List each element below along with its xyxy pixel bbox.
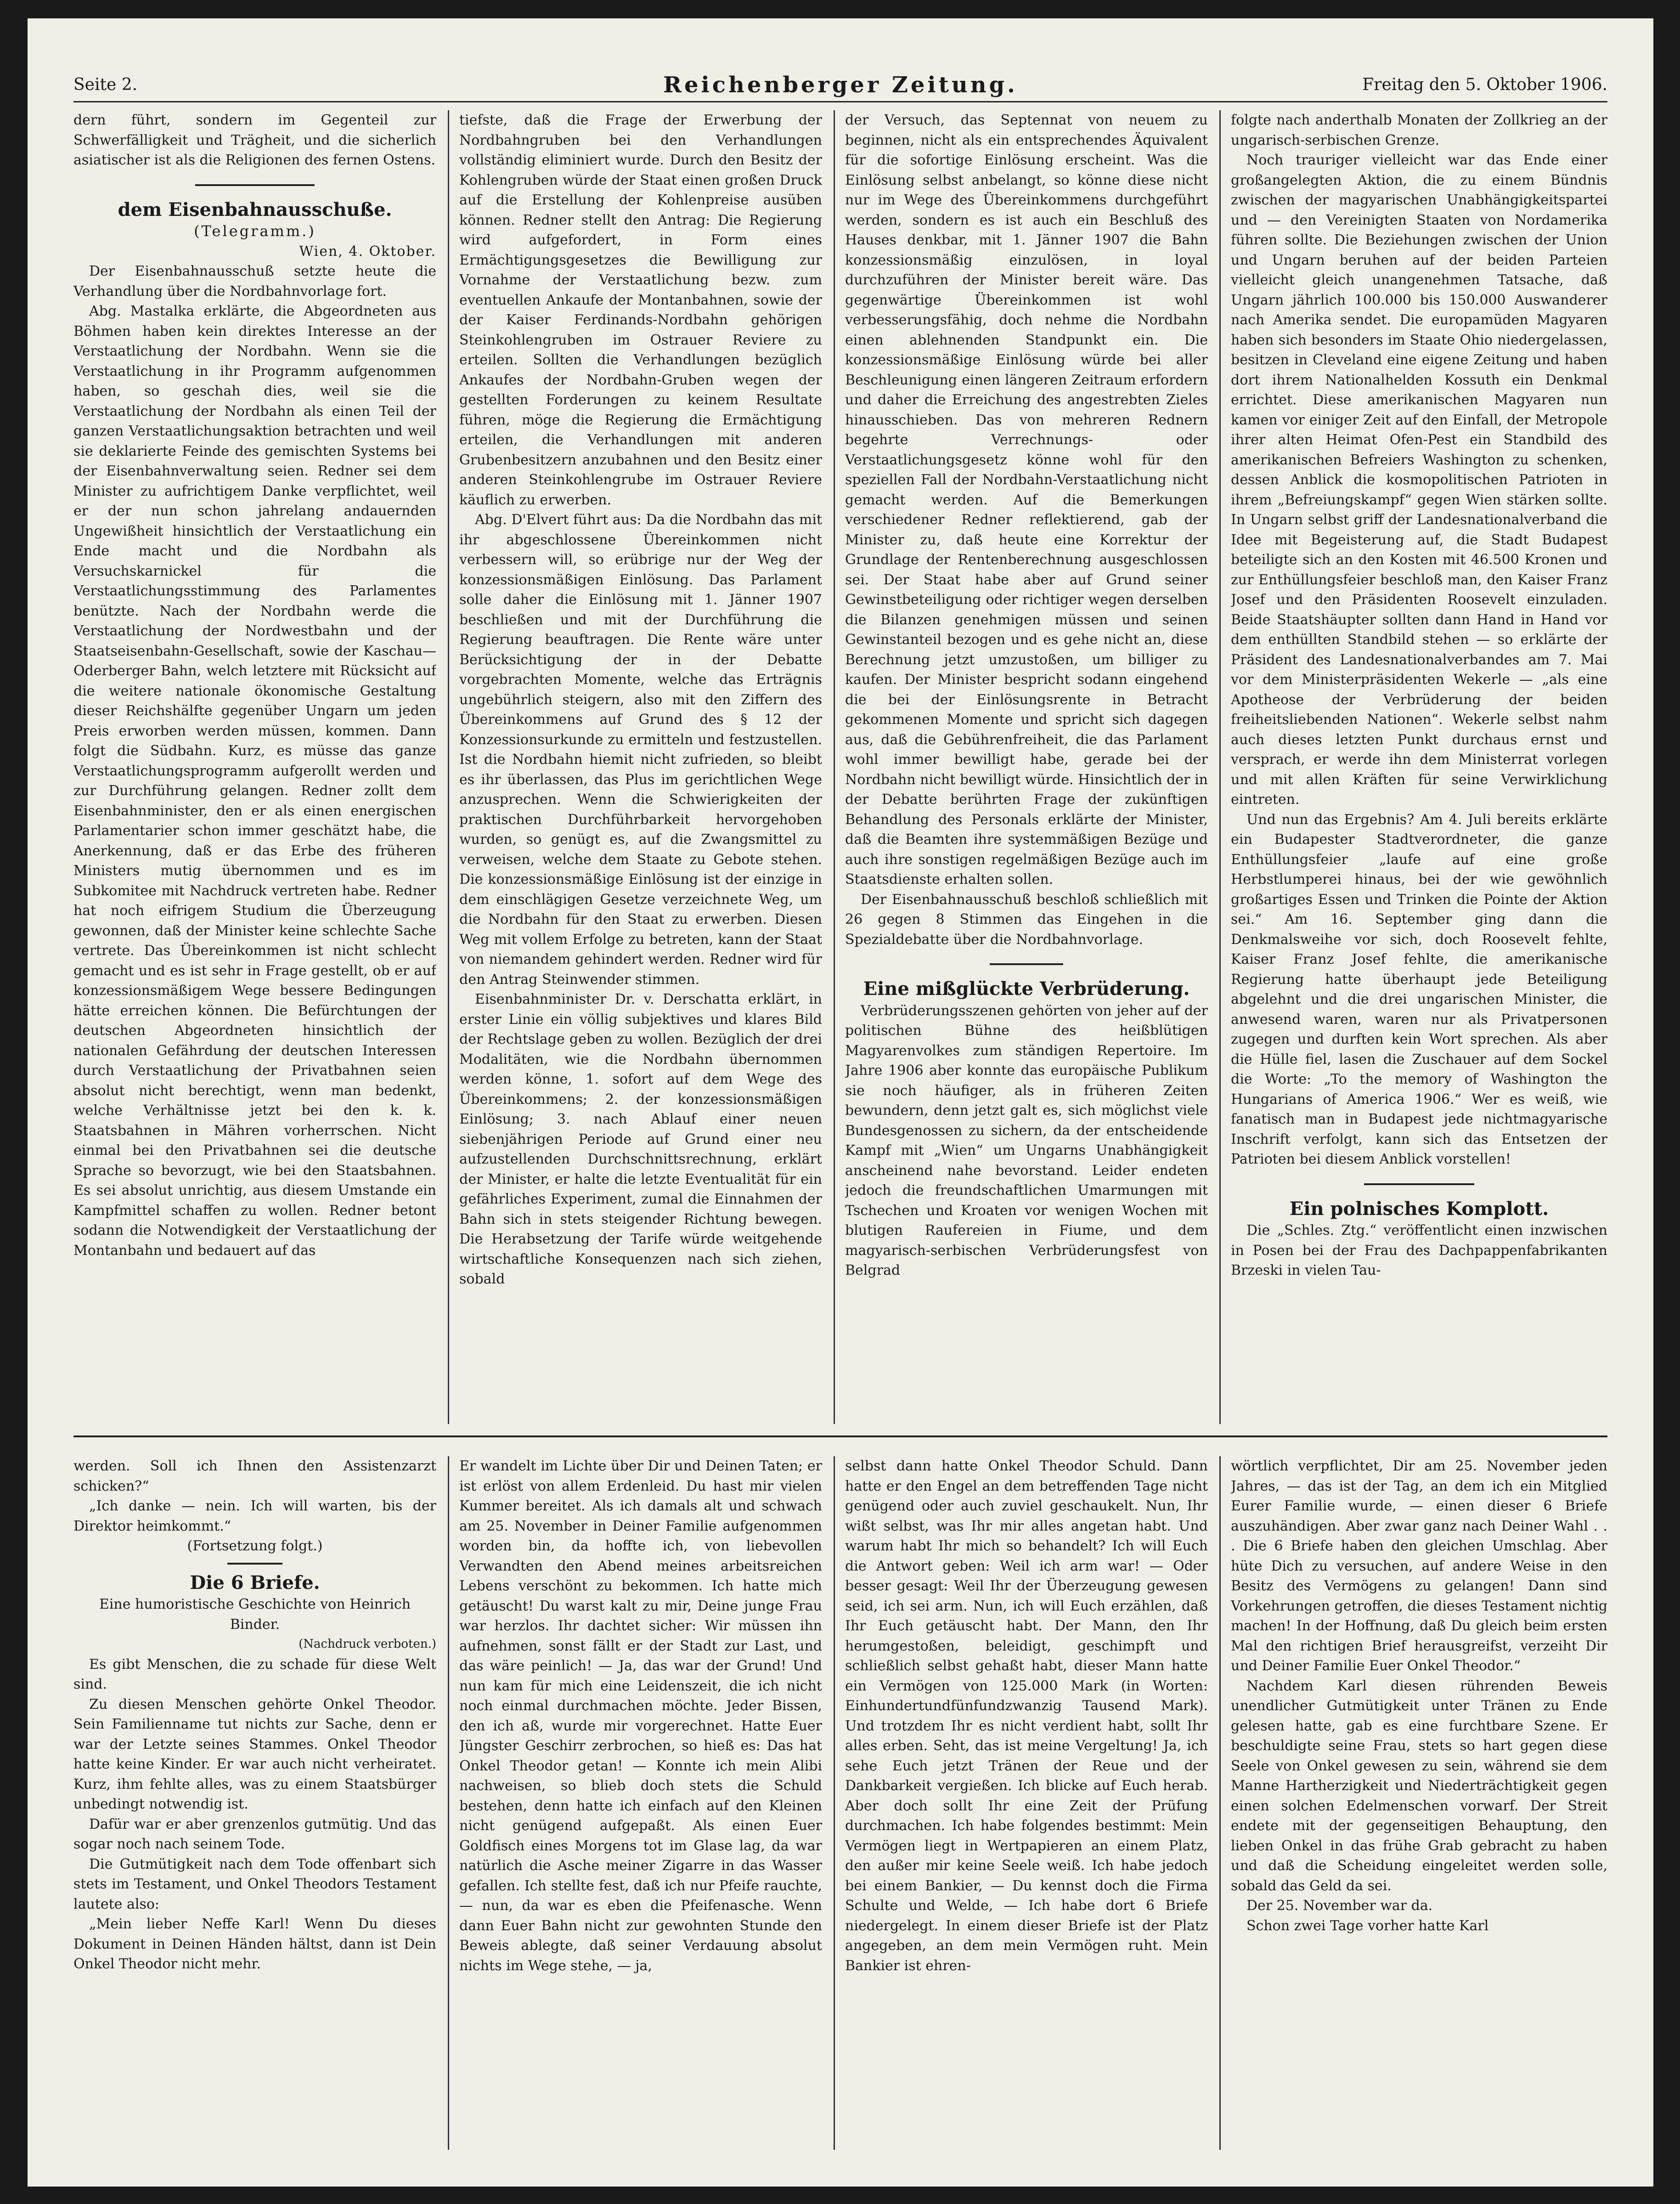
column-rule bbox=[834, 1456, 835, 2150]
paragraph: Der Eisenbahnausschuß setzte heute die Verhandlung über die Nordbahnvorlage fort. bbox=[73, 263, 436, 300]
paragraph: Abg. D'Elvert führt aus: Da die Nordbahn das mit ihr abgeschlossene Übereinkommen nicht verbessern will, so erübrige nur der Weg der konzessionsmäßigen Einlösung. Das Parlament solle daher die Einlösung mit 1. Jänner 1907 beschließen und mit der Durchführung die Regierung beauftragen. Die Rente wäre unter Berücksichtigung der in der Debatte vorgebrachten Momente, welche das Erträgnis ungebührlich steigern, also mit den Ziffern des Übereinkommens auf Grund des § 12 der Konzessionsurkunde zu ermitteln und festzustellen. Ist die Nordbahn hiemit nicht zufrieden, so bleibt es ihr überlassen, das Plus im gerichtlichen Wege anzusprechen. Wenn die Schwierigkeiten der praktischen Durchführbarkeit hervorgehoben wurden, so genügt es, auf die Zwangsmittel zu verweisen, welche dem Staate zu Gebote stehen. Die konzessionsmäßige Einlösung ist der einzige in dem einschlägigen Gesetze verzeichnete Weg, um die Nordbahn für den Staat zu erwerben. Diesen Weg mit vollem Erfolge zu betreten, kann der Staat von niemandem gehindert werden. Redner wird für den Antrag Steinwender stimmen. bbox=[459, 512, 822, 988]
paragraph: Eisenbahnminister Dr. v. Derschatta erklärt, in erster Linie ein völlig subjektives und klares Bild der Rechtslage geben zu wollen. Bezüglich der drei Modalitäten, wie die Nordbahn übernommen werden könne, 1. sofort auf dem Wege des Übereinkommens; 2. der konzessionsmäßigen Einlösung; 3. nach Ablauf einer neuen siebenjährigen Periode auf Grund einer neu aufzustellenden Durchschnittsrechnung, erklärt der Minister, er halte die letzte Eventualität für ein gefährliches Experiment, zumal die Einnahmen der Bahn sich in stets steigender Richtung bewegen. Die Herabsetzung der Tarife würde weitgehende wirtschaftliche Konsequenzen nach sich ziehen, sobald bbox=[459, 991, 822, 1287]
column-bottom-2 bbox=[459, 1456, 822, 2150]
paragraph: folgte nach anderthalb Monaten der Zollkrieg an der ungarisch-serbischen Grenze. bbox=[1231, 112, 1607, 148]
article-heading: Eine mißglückte Verbrüderung. bbox=[863, 978, 1190, 1000]
divider bbox=[990, 963, 1063, 965]
paragraph: Der Eisenbahnausschuß beschloß schließlich mit 26 gegen 8 Stimmen das Eingehen in die Spezialdebatte über die Nordbahnvorlage. bbox=[845, 891, 1208, 948]
page-number: Seite 2. bbox=[73, 75, 138, 94]
divider bbox=[195, 184, 315, 186]
paragraph: Schon zwei Tage vorher hatte Karl bbox=[1246, 1917, 1489, 1934]
column-rule bbox=[448, 110, 449, 1424]
paragraph: „Ich danke — nein. Ich will warten, bis der Direktor heimkommt.“ bbox=[73, 1498, 436, 1534]
divider bbox=[227, 1563, 282, 1565]
paragraph: „Mein lieber Neffe Karl! Wenn Du dieses Dokument in Deinen Händen hältst, dann ist Dein Onkel Theodor nicht mehr. bbox=[73, 1916, 436, 1972]
paragraph: der Versuch, das Septennat von neuem zu beginnen, nicht als ein entsprechendes Äquivalent für die sofortige Einlösung erscheint. Was die Einlösung selbst anbelangt, so könne diese nicht nur im Wege des Übereinkommens durchgeführt werden, sondern es ist auch ein Beschluß des Hauses denkbar, mit 1. Jänner 1907 die Bahn konzessionsmäßig einzulösen, in loyal durchzuführen der Minister bereit wäre. Das gegenwärtige Übereinkommen ist wohl verbesserungsfähig, doch nehme die Nordbahn einen ablehnenden Standpunkt ein. Die konzessionsmäßige Einlösung würde bei aller Beschleunigung einen längeren Zeitraum erfordern und daher die Erreichung des angestrebten Zieles hinausschieben. Das von mehreren Rednern begehrte Verrechnungs- oder Verstaatlichungsgesetz könne wohl für den speziellen Fall der Nordbahn-Verstaatlichung nicht gemacht werden. Auf die Bemerkungen verschiedener Redner reflektierend, gab der Minister zu, daß heute eine Korrektur der Grundlage der Rentenberechnung ausgeschlossen sei. Der Staat habe aber auf Grund seiner Gewinstbeteiligung oder richtiger wegen derselben die Bilanzen genehmigen müssen und seinen Gewinstanteil bezogen und es gehe nicht an, diese Berechnung jetzt umzustoßen, um billiger zu kaufen. Der Minister bespricht sodann eingehend die bei der Einlösungsrente in Betracht gekommenen Momente und spricht sich dagegen aus, daß die Gebührenfreiheit, die das Parlament wohl immer bewilligt habe, gerade bei der Nordbahn nicht bewilligt würde. Hinsichtlich der in der Debatte berührten Frage der zukünftigen Behandlung des Personals erklärte der Minister, daß die Beamten ihre systemmäßigen Bezüge und auch ihre sonstigen regelmäßigen Bezüge auch im Staatsdienste erhalten sollen. bbox=[845, 112, 1208, 887]
newspaper-title: Reichenberger Zeitung. bbox=[663, 72, 1018, 98]
column-rule bbox=[834, 110, 835, 1424]
paragraph: Dafür war er aber grenzenlos gutmütig. Und das sogar noch nach seinem Tode. bbox=[73, 1816, 436, 1852]
paragraph: Es gibt Menschen, die zu schade für diese Welt sind. bbox=[73, 1656, 436, 1692]
continuation-note: (Fortsetzung folgt.) bbox=[187, 1538, 323, 1554]
paragraph: selbst dann hatte Onkel Theodor Schuld. Dann hatte er den Engel an dem betreffenden Tage nicht genügend oder auch zuviel geschaukelt. Nun, Ihr wißt selbst, was Ihr mir alles angetan habt. Und warum habt Ihr mich so behandelt? Ich will Euch die Antwort geben: Weil ich arm war! — Oder besser gesagt: Weil Ihr der Überzeugung gewesen seid, ich sei arm. Nun, ich will Euch erzählen, daß Ihr Euch getäuscht habt. Der Mann, den Ihr herumgestoßen, beleidigt, geschimpft und schließlich selbst gehaßt habt, dieser Mann hatte ein Vermögen von 125.000 Mark (in Worten: Einhundertundfünfundzwanzig Tausend Mark). Und trotzdem Ihr es nicht verdient habt, sollt Ihr alles erben. Seht, das ist meine Vergeltung! Ja, ich sehe Euch jetzt Tränen der Reue und der Dankbarkeit vergießen. Ich blicke auf Euch herab. Aber doch sollt Ihr eine Zeit der Prüfung durchmachen. Ich habe folgendes bestimmt: Mein Vermögen liegt in Wertpapieren an einem Platz, den außer mir keine Seele weiß. Ich habe jedoch bei einem Bankier, — Du kennst doch die Firma Schulte und Welde, — Ich habe dort 6 Briefe niedergelegt. In einem dieser Briefe ist der Platz angegeben, an dem mein Vermögen ruht. Mein Bankier ist ehren- bbox=[845, 1458, 1208, 1974]
column-rule bbox=[448, 1456, 449, 2150]
paragraph: Nachdem Karl diesen rührenden Beweis unendlicher Gutmütigkeit unter Tränen zu Ende gelesen hatte, gab es eine furchtbare Szene. Er beschuldigte seine Frau, stets so hart gegen diese Seele von Onkel gewesen zu sein, während sie dem Manne Hartherzigkeit und Niederträchtigkeit gegen einen solchen Edelmenschen vorwarf. Der Streit endete mit der gegenseitigen Behauptung, den lieben Onkel in das frühe Grab gebracht zu haben und daß die Scheidung eingeleitet werden solle, sobald das Geld da sei. bbox=[1231, 1678, 1607, 1894]
article-heading: Ein polnisches Komplott. bbox=[1289, 1198, 1549, 1220]
paragraph: Und nun das Ergebnis? Am 4. Juli bereits erklärte ein Budapester Stadtverordneter, die ganze Enthüllungsfeier „laufe auf eine große Herbstlumperei hinaus, bei der wie gewöhnlich großartiges Essen und Trinken die Pointe der Aktion sei.“ Am 16. September ging dann die Denkmalsweihe vor sich, doch Roosevelt fehlte, Kaiser Franz Josef fehlte, die amerikanische Regierung hatte überhaupt jede Beteiligung abgelehnt und die drei ungarischen Minister, die anwesend waren, waren nur als Privatpersonen zugegen und durften kein Wort sprechen. Als aber die Hülle fiel, lasen die Zuschauer auf dem Sockel die Worte: „To the memory of Washington the Hungarians of America 1906.“ Wer es weiß, wie fanatisch man in Budapest jede nichtmagyarische Inschrift verfolgt, kann sich das Entsetzen der Patrioten bei diesem Anblick vorstellen! bbox=[1231, 811, 1607, 1167]
issue-date: Freitag den 5. Oktober 1906. bbox=[1362, 75, 1607, 94]
paragraph: tiefste, daß die Frage der Erwerbung der Nordbahngruben bei den Verhandlungen vollständig eliminiert wurde. Durch den Besitz der Kohlengruben würde der Staat einen großen Druck auf die Erstellung der Kohlenpreise ausüben können. Redner stellt den Antrag: Die Regierung wird aufgefordert, in Form eines Ermächtigungsgesetzes die Bewilligung zur Vornahme der Verstaatlichung bezw. zum eventuellen Ankaufe der Montanbahnen, sowie der der Kaiser Ferdinands-Nordbahn gehörigen Steinkohlengruben im Ostrauer Reviere zu erteilen. Sollten die Verhandlungen bezüglich Ankaufes der Nordbahn-Gruben wegen der gestellten Forderungen zu keinem Resultate führen, möge die Regierung die Ermächtigung erteilen, die Verhandlungen mit anderen Grubenbesitzern anzubahnen und den Besitz einer anderen Steinkohlengrube im Ostrauer Reviere käuflich zu erwerben. bbox=[459, 112, 822, 508]
paragraph: Die Gutmütigkeit nach dem Tode offenbart sich stets im Testament, und Onkel Theodors Testament lautete also: bbox=[73, 1856, 436, 1912]
dateline: Wien, 4. Oktober. bbox=[299, 243, 436, 260]
column-bottom-1 bbox=[73, 1456, 436, 2150]
column-bottom-3 bbox=[845, 1456, 1208, 2150]
feuilleton-separator bbox=[73, 1435, 1607, 1437]
article-subheading: (Telegramm.) bbox=[194, 222, 316, 240]
paragraph: Abg. Mastalka erklärte, die Abgeordneten aus Böhmen haben kein direktes Interesse an der Verstaatlichung der Nordbahn. Wenn sie die Verstaatlichung in ihr Programm aufgenommen haben, so geschah dies, weil sie die Verstaatlichung der Nordbahn als einen Teil der ganzen Verstaatlichungsaktion betrachten und weil sie deklarierte Feinde des gemischten Systems bei der Eisenbahnverwaltung seien. Redner sei dem Minister zu aufrichtigem Danke verpflichtet, weil er der nun schon jahrelang andauernden Ungewißheit hinsichtlich der Verstaatlichung ein Ende macht und die Nordbahn als Versuchskarnickel für die Verstaatlichungsstimmung des Parlamentes benützte. Nach der Nordbahn werde die Verstaatlichung der Nordwestbahn und der Staatseisenbahn-Gesellschaft, sowie der Kaschau—Oderberger Bahn, welch letztere mit Rücksicht auf die weitere nationale ökonomische Gestaltung dieser Reichshälfte gegenüber Ungarn um jeden Preis erworben werden müssen, kommen. Dann folgt die Südbahn. Kurz, es müsse das ganze Verstaatlichungsprogramm aufgerollt werden und zur Durchführung gelangen. Redner zollt dem Eisenbahnminister, den er als einen energischen Parlamentarier schon immer geschätzt habe, die Anerkennung, daß er das Erbe des früheren Ministers mutig übernommen und es im Subkomitee mit Nachdruck vertreten habe. Redner hat noch eifrigem Studium die Überzeugung gewonnen, daß der Minister keine schlechte Sache vertrete. Das Übereinkommen ist nicht schlecht gemacht und es ist sehr in Frage gestellt, ob er auf konzessionsmäßigem Wege bessere Bedingungen hätte erreichen können. Die Befürchtungen der deutschen Abgeordneten hinsichtlich der nationalen Gefährdung der deutschen Interessen durch Verstaatlichung der Privatbahnen seien absolut nicht berechtigt, wenn man bedenkt, welche Verhältnisse jetzt bei den k. k. Staatsbahnen in Mähren vorherrschen. Nicht einmal bei den Privatbahnen sei die deutsche Sprache so bevorzugt, wie bei den Staatsbahnen. Es sei absolut unrichtig, aus diesem Umstande ein Kampfmittel schaffen zu wollen. Redner betont sodann die Notwendigkeit der Verstaatlichung der Montanbahn und bedauert auf das bbox=[73, 303, 436, 1259]
paragraph: Noch trauriger vielleicht war das Ende einer großangelegten Aktion, die zu einem Bündnis zwischen der magyarischen Unabhängigkeitspartei und — den Vereinigten Staaten von Nordamerika führen sollte. Die Beziehungen zwischen der Union und Ungarn beruhen auf der beiden Parteien vielleicht gleich unangenehmen Tatsache, daß Ungarn jährlich 100.000 bis 150.000 Auswanderer nach Amerika sendet. Die europamüden Magyaren haben sich besonders im Staate Ohio niedergelassen, besitzen in Cleveland eine eigene Zeitung und haben dort ihrem Nationalhelden Kossuth ein Denkmal errichtet. Diese amerikanischen Magyaren nun kamen vor einiger Zeit auf den Einfall, der Metropole ihrer alten Heimat Ofen-Pest ein Standbild des amerikanischen Befreiers Washington zu schenken, dessen Anblick die kosmopolitischen Patrioten in ihrem „Befreiungskampf“ gegen Wien stärken sollte. In Ungarn selbst griff der Landesnationalverband die Idee mit Begeisterung auf, die Stadt Budapest beteiligte sich an den Kosten mit 46.500 Kronen und zur Enthüllungsfeier beschloß man, den Kaiser Franz Josef und den Präsidenten Roosevelt einzuladen. Beide Staatshäupter sollten dann Hand in Hand vor dem enthüllten Standbild stehen — so erklärte der Präsident des Landesnationalverbandes am 7. Mai vor dem Ministerpräsidenten Wekerle — „als eine Apotheose der Verbrüderung der beiden freiheitsliebenden Nationen“. Wekerle selbst nahm auch dieses letzten Punkt durchaus ernst und versprach, er werde ihn dem Ministerrat vorlegen und mit allen Kräften für seine Verwirklichung eintreten. bbox=[1231, 152, 1607, 808]
story-subtitle: Eine humoristische Geschichte von Heinrich Binder. bbox=[99, 1596, 411, 1633]
column-top-2 bbox=[459, 110, 822, 1424]
paragraph: Die „Schles. Ztg.“ veröffentlicht einen inzwischen in Posen bei der Frau des Dachpappenfabrikanten Brzeski in vielen Tau- bbox=[1231, 1222, 1607, 1278]
paragraph: werden. Soll ich Ihnen den Assistenzarzt schicken?“ bbox=[73, 1458, 436, 1494]
story-title: Die 6 Briefe. bbox=[190, 1571, 320, 1594]
column-bottom-4 bbox=[1231, 1456, 1607, 2150]
column-top-4 bbox=[1231, 110, 1607, 1424]
article-continuation: dern führt, sondern im Gegenteil zur Schwerfälligkeit und Trägheit, und die sicherlich asiatischer ist als die Religionen des fernen Ostens. bbox=[73, 112, 436, 168]
paragraph: Der 25. November war da. bbox=[1246, 1898, 1433, 1914]
paragraph: Er wandelt im Lichte über Dir und Deinen Taten; er ist erlöst von allem Erdenleid. Du hast mir vielen Kummer bereitet. Als ich damals alt und schwach am 25. November in Deiner Familie aufgenommen worden bin, da hoffte ich, von liebevollen Verwandten den Abend meines arbeitsreichen Lebens verschönt zu bekommen. Ich hatte mich getäuscht! Du warst kalt zu mir, Deine junge Frau war herzlos. Ihr dachtet sicher: Wir müssen ihn aufnehmen, sonst fällt er der Stadt zur Last, und das wäre peinlich! — Ja, das war der Grund! Und nun kam für mich eine Leidenszeit, die ich nicht noch einmal durchmachen möchte. Jeder Bissen, den ich aß, wurde mir vorgerechnet. Hatte Euer Jüngster Geschirr zerbrochen, so hieß es: Das hat Onkel Theodor getan! — Konnte ich mein Alibi nachweisen, so blieb doch stets die Schuld bestehen, denn hatte ich einfach auf den Kleinen nicht genügend aufgepaßt. Als einen Euer Goldfisch eines Morgens tot im Glase lag, da war natürlich die Asche meiner Zigarre in das Wasser gefallen. Ich stellte fest, daß ich nur Pfeife rauchte, — nun, da war es eben die Pfeifenasche. Wenn dann Euer Bahn nicht zur gewohnten Stunde den Beweis ablegte, daß seiner Verdauung absolut nichts im Wege stehe, — ja, bbox=[459, 1458, 822, 1974]
divider bbox=[1364, 1183, 1474, 1185]
column-top-1 bbox=[73, 110, 436, 1424]
paragraph: wörtlich verpflichtet, Dir am 25. November jeden Jahres, — das ist der Tag, an dem ich ein Mitglied Eurer Familie wurde, — einen dieser 6 Briefe auszuhändigen. Aber zwar ganz nach Deiner Wahl . . . Die 6 Briefe haben den gleichen Umschlag. Aber hüte Dich zu versuchen, auf andere Weise in den Besitz des Vermögens zu gelangen! Dann sind Vorkehrungen getroffen, die dieses Testament nichtig machen! In der Hoffnung, daß Du gleich beim ersten Mal den richtigen Brief herausgreifst, verzeiht Dir und Deiner Familie Euer Onkel Theodor.“ bbox=[1231, 1458, 1607, 1674]
column-rule bbox=[1219, 110, 1221, 1424]
paragraph: Verbrüderungsszenen gehörten von jeher auf der politischen Bühne des heißblütigen Magyarenvolkes zum ständigen Repertoire. Im Jahre 1906 aber konnte das europäische Publikum sie noch häufiger, als in früheren Zeiten bewundern, denn jetzt galt es, sich möglichst viele Bundesgenossen zu sichern, da der entscheidende Kampf mit „Wien“ um Ungarns Unabhängigkeit anscheinend nahe bevorstand. Leider endeten jedoch die freundschaftlichen Umarmungen mit Tschechen und Kroaten vor wenigen Wochen mit blutigen Raufereien in Fiume, und dem magyarisch-serbischen Verbrüderungsfest von Belgrad bbox=[845, 1002, 1208, 1278]
column-rule bbox=[1219, 1456, 1221, 2150]
newspaper-page bbox=[28, 18, 1653, 2187]
article-heading: dem Eisenbahnausschuße. bbox=[118, 198, 392, 220]
column-top-3 bbox=[845, 110, 1208, 1424]
masthead bbox=[73, 69, 1607, 102]
reprint-note: (Nachdruck verboten.) bbox=[299, 1637, 436, 1651]
paragraph: Zu diesen Menschen gehörte Onkel Theodor. Sein Familienname tut nichts zur Sache, denn er war der Letzte seines Stammes. Onkel Theodor hatte keine Kinder. Er war auch nicht verheiratet. Kurz, ihm fehlte alles, was zu einem Staatsbürger unbedingt notwendig ist. bbox=[73, 1696, 436, 1812]
